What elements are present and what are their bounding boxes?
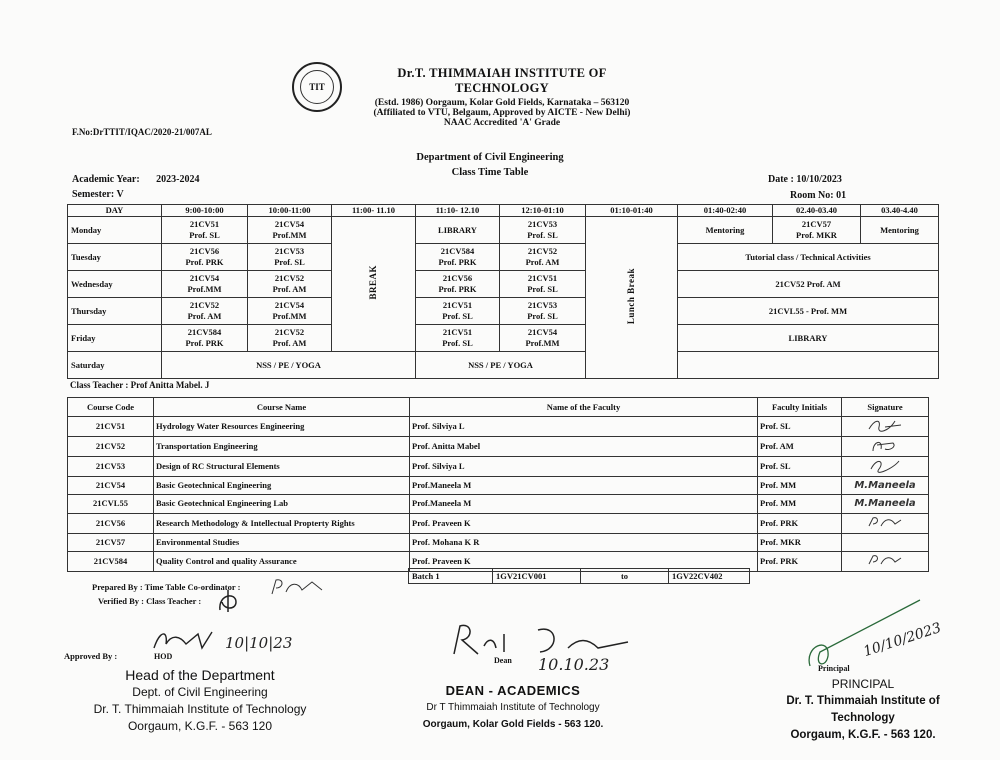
signature-cell	[842, 437, 929, 457]
slot-cell: 21CV52 Prof. AM	[248, 325, 332, 352]
header-day: DAY	[68, 205, 162, 217]
afternoon-cell: LIBRARY	[678, 325, 939, 352]
timetable-title: Class Time Table	[451, 167, 529, 178]
slot-cell: 21CV53 Prof. SL	[500, 217, 586, 244]
dean-title: DEAN - ACADEMICS	[445, 683, 581, 698]
faculty-table	[67, 397, 929, 572]
faculty-name: Prof. Silviya L	[410, 457, 758, 477]
class-teacher: Class Teacher : Prof Anitta Mabel. J	[70, 380, 210, 390]
day-cell: Thursday	[68, 298, 162, 325]
signature-cell: M.Maneela	[842, 477, 929, 495]
academic-year-value: 2023-2024	[156, 174, 200, 185]
header-break: 11:00- 11.10	[332, 205, 416, 217]
dean-institute: Dr T Thimmaiah Institute of Technology	[426, 702, 600, 713]
class-teacher-signature	[214, 588, 244, 614]
day-cell: Tuesday	[68, 244, 162, 271]
slot-cell: 21CV53 Prof. SL	[248, 244, 332, 271]
header-slot-4: 12:10-01:10	[500, 205, 586, 217]
slot-cell: 21CV54 Prof.MM	[248, 217, 332, 244]
timetable	[67, 204, 939, 379]
hod-date: 10|10|23	[225, 634, 293, 652]
course-name: Environmental Studies	[154, 533, 410, 551]
institute-header	[352, 66, 652, 128]
break-label: BREAK	[368, 265, 378, 300]
institute-logo: TIT	[292, 62, 342, 112]
principal-date: 10/10/2023	[861, 619, 944, 661]
hod-address: Oorgaum, K.G.F. - 563 120	[127, 719, 273, 733]
header-slot-1: 9:00-10:00	[162, 205, 248, 217]
course-name: Quality Control and quality Assurance	[154, 551, 410, 571]
principal-block	[758, 676, 968, 744]
hod-block	[80, 667, 320, 735]
afternoon-cell: 21CV52 Prof. AM	[678, 271, 939, 298]
dean-address: Oorgaum, Kolar Gold Fields - 563 120.	[422, 719, 604, 730]
header-course-name: Course Name	[154, 398, 410, 417]
header-slot-2: 10:00-11:00	[248, 205, 332, 217]
day-cell: Saturday	[68, 352, 162, 379]
afternoon-cell: 21CVL55 - Prof. MM	[678, 298, 939, 325]
afternoon-cell: Tutorial class / Technical Activities	[678, 244, 939, 271]
day-cell: Wednesday	[68, 271, 162, 298]
course-name: Hydrology Water Resources Engineering	[154, 417, 410, 437]
course-code: 21CV51	[68, 417, 154, 437]
faculty-name: Prof. Mohana K R	[410, 533, 758, 551]
dean-block	[398, 682, 628, 733]
row-saturday	[68, 352, 939, 379]
header-lunch: 01:10-01:40	[586, 205, 678, 217]
prepared-by: Prepared By : Time Table Co-ordinator :	[92, 582, 241, 592]
slot-cell: 21CV584 Prof. PRK	[162, 325, 248, 352]
room-number: Room No: 01	[790, 190, 847, 201]
slot-cell: 21CV51 Prof. SL	[500, 271, 586, 298]
verified-by: Verified By : Class Teacher :	[98, 596, 202, 606]
header-slot-7: 03.40-4.40	[861, 205, 939, 217]
slot-cell: 21CV54 Prof.MM	[162, 271, 248, 298]
row-wednesday	[68, 271, 939, 298]
course-name: Basic Geotechnical Engineering	[154, 477, 410, 495]
faculty-name: Prof. Silviya L	[410, 417, 758, 437]
institute-estd: (Estd. 1986) Oorgaum, Kolar Gold Fields, Karnataka – 563120	[374, 98, 630, 108]
saturday-midday: NSS / PE / YOGA	[416, 352, 586, 379]
date: Date : 10/10/2023	[768, 174, 842, 185]
header-course-code: Course Code	[68, 398, 154, 417]
dean-signature	[448, 620, 638, 660]
faculty-initials: Prof. PRK	[758, 513, 842, 533]
signature-cell	[842, 551, 929, 571]
header-slot-6: 02.40-03.40	[773, 205, 861, 217]
hod-title: Head of the Department	[125, 667, 275, 683]
course-code: 21CV584	[68, 551, 154, 571]
signature-scribble	[865, 437, 905, 453]
header-signature: Signature	[842, 398, 929, 417]
slot-cell: 21CV54 Prof.MM	[500, 325, 586, 352]
principal-address: Oorgaum, K.G.F. - 563 120.	[790, 729, 936, 741]
course-code: 21CV52	[68, 437, 154, 457]
faculty-initials: Prof. MM	[758, 495, 842, 513]
principal-title: PRINCIPAL	[831, 677, 895, 691]
saturday-afternoon	[678, 352, 939, 379]
batch-label: Batch 1	[409, 569, 493, 584]
table-row	[68, 533, 929, 551]
lunch-cell	[586, 217, 678, 379]
row-friday	[68, 325, 939, 352]
coordinator-signature	[268, 576, 328, 598]
principal-label: Principal	[818, 664, 850, 673]
faculty-name: Prof. Anitta Mabel	[410, 437, 758, 457]
batch-to: 1GV22CV402	[669, 569, 750, 584]
signature-cell	[842, 417, 929, 437]
slot-cell: 21CV52 Prof. AM	[162, 298, 248, 325]
slot-cell: LIBRARY	[416, 217, 500, 244]
institute-affiliation: (Affiliated to VTU, Belgaum, Approved by AICTE - New Delhi)	[373, 108, 631, 118]
day-cell: Friday	[68, 325, 162, 352]
faculty-header-row	[68, 398, 929, 417]
faculty-initials: Prof. MM	[758, 477, 842, 495]
signature-cell	[842, 457, 929, 477]
slot-cell: 21CV52 Prof. AM	[248, 271, 332, 298]
slot-cell: 21CV57 Prof. MKR	[773, 217, 861, 244]
institute-naac: NAAC Accredited 'A' Grade	[443, 118, 561, 128]
batch-to-label: to	[581, 569, 669, 584]
batch-from: 1GV21CV001	[493, 569, 581, 584]
hod-label: HOD	[154, 652, 173, 661]
batch-table	[408, 568, 750, 584]
signature-scribble	[865, 552, 905, 568]
semester: Semester: V	[72, 189, 124, 200]
hod-dept: Dept. of Civil Engineering	[132, 685, 268, 699]
faculty-initials: Prof. SL	[758, 417, 842, 437]
header-initials: Faculty Initials	[758, 398, 842, 417]
slot-cell: 21CV54 Prof.MM	[248, 298, 332, 325]
course-name: Design of RC Structural Elements	[154, 457, 410, 477]
dean-label: Dean	[494, 656, 512, 665]
batch-row	[409, 569, 750, 584]
slot-cell: 21CV52 Prof. AM	[500, 244, 586, 271]
header-slot-3: 11:10- 12.10	[416, 205, 500, 217]
course-code: 21CVL55	[68, 495, 154, 513]
row-tuesday	[68, 244, 939, 271]
signature-scribble	[865, 417, 905, 433]
break-cell	[332, 217, 416, 352]
table-row	[68, 513, 929, 533]
document-title	[380, 150, 600, 180]
course-name: Transportation Engineering	[154, 437, 410, 457]
row-monday	[68, 217, 939, 244]
header-faculty-name: Name of the Faculty	[410, 398, 758, 417]
hod-signature	[150, 626, 230, 654]
academic-year	[72, 174, 200, 185]
slot-cell: 21CV53 Prof. SL	[500, 298, 586, 325]
file-number: F.No:DrTTIT/IQAC/2020-21/007AL	[72, 127, 212, 137]
course-name: Basic Geotechnical Engineering Lab	[154, 495, 410, 513]
principal-institute: Dr. T. Thimmaiah Institute of Technology	[786, 695, 940, 724]
approved-by: Approved By :	[64, 651, 118, 661]
slot-cell: 21CV56 Prof. PRK	[162, 244, 248, 271]
hod-institute: Dr. T. Thimmaiah Institute of Technology	[93, 702, 307, 716]
table-row	[68, 417, 929, 437]
slot-cell: 21CV584 Prof. PRK	[416, 244, 500, 271]
faculty-name: Prof. Praveen K	[410, 551, 758, 571]
signature-scribble	[865, 514, 905, 530]
faculty-initials: Prof. PRK	[758, 551, 842, 571]
table-row	[68, 457, 929, 477]
course-code: 21CV53	[68, 457, 154, 477]
dean-date: 10.10.23	[538, 655, 610, 674]
saturday-morning: NSS / PE / YOGA	[162, 352, 416, 379]
slot-cell: 21CV51 Prof. SL	[416, 298, 500, 325]
signature-cell: M.Maneela	[842, 495, 929, 513]
slot-cell: 21CV56 Prof. PRK	[416, 271, 500, 298]
course-code: 21CV57	[68, 533, 154, 551]
department-name: Department of Civil Engineering	[416, 152, 564, 163]
faculty-name: Prof. Praveen K	[410, 513, 758, 533]
academic-year-label: Academic Year:	[72, 174, 140, 185]
course-code: 21CV54	[68, 477, 154, 495]
signature-cell	[842, 533, 929, 551]
row-thursday	[68, 298, 939, 325]
signature-cell	[842, 513, 929, 533]
slot-cell: Mentoring	[678, 217, 773, 244]
institute-name: Dr.T. THIMMAIAH INSTITUTE OF TECHNOLOGY	[397, 66, 607, 95]
table-row	[68, 495, 929, 513]
slot-cell: 21CV51 Prof. SL	[416, 325, 500, 352]
course-name: Research Methodology & Intellectual Propterty Rights	[154, 513, 410, 533]
table-row	[68, 477, 929, 495]
header-slot-5: 01:40-02:40	[678, 205, 773, 217]
slot-cell: 21CV51 Prof. SL	[162, 217, 248, 244]
faculty-initials: Prof. SL	[758, 457, 842, 477]
signature-scribble	[865, 457, 905, 473]
faculty-name: Prof.Maneela M	[410, 477, 758, 495]
table-row	[68, 437, 929, 457]
faculty-name: Prof.Maneela M	[410, 495, 758, 513]
slot-cell: Mentoring	[861, 217, 939, 244]
faculty-initials: Prof. MKR	[758, 533, 842, 551]
day-cell: Monday	[68, 217, 162, 244]
faculty-initials: Prof. AM	[758, 437, 842, 457]
course-code: 21CV56	[68, 513, 154, 533]
lunch-label: Lunch Break	[626, 267, 636, 325]
timetable-header-row	[68, 205, 939, 217]
